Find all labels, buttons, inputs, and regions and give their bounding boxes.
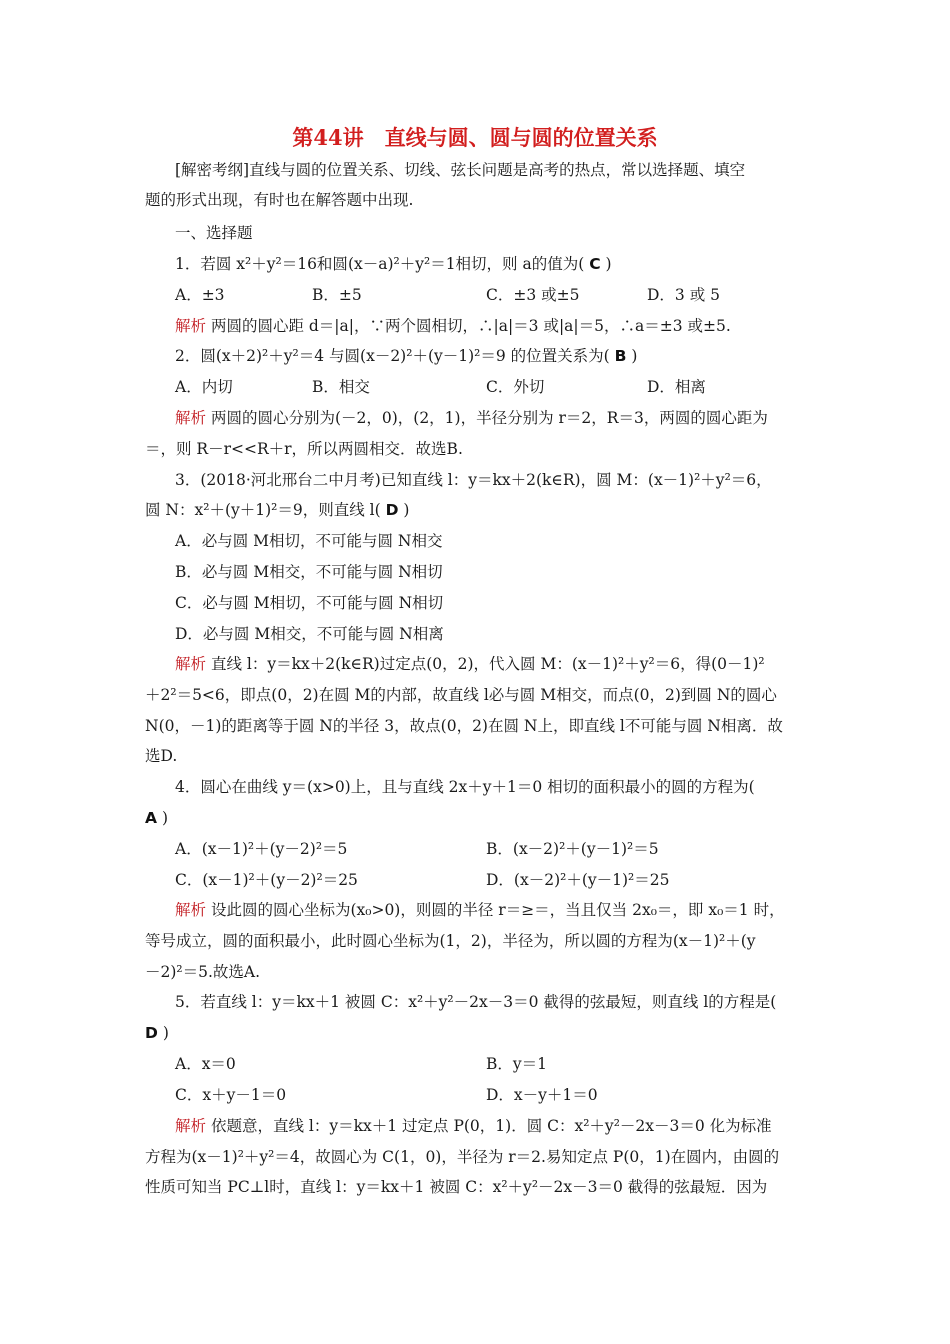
q5-stem-line-2	[145, 1023, 815, 1043]
q3-stem-line-2	[145, 500, 815, 520]
q2-answer: B	[614, 347, 627, 365]
q2-option-d: D．相离	[647, 378, 706, 396]
q5-answer: D	[145, 1024, 158, 1042]
q1-stem	[175, 254, 845, 274]
q2-option-c: C．外切	[486, 378, 545, 396]
q4-option-d: D．(x－2)²＋(y－1)²＝25	[486, 871, 670, 889]
q3-analysis-line-1	[175, 654, 845, 674]
q4-option-b: B．(x－2)²＋(y－1)²＝5	[486, 840, 659, 858]
q5-option-d: D．x－y＋1＝0	[486, 1086, 598, 1104]
q3-option-a: A．必与圆 M相切，不可能与圆 N相交	[175, 532, 443, 550]
q3-option-b: B．必与圆 M相交，不可能与圆 N相切	[175, 563, 443, 581]
analysis-label: 解析	[175, 901, 207, 919]
q3-analysis-line-2: ＋2²＝5<6，即点(0，2)在圆 M的内部，故直线 l必与圆 M相交，而点(0，2)到圆 N的圆心	[145, 686, 777, 704]
q4-stem-line-1: 4．圆心在曲线 y＝(x>0)上，且与直线 2x＋y＋1＝0 相切的面积最小的圆的方程为(	[175, 778, 755, 796]
q4-analysis-text-1: 设此圆的圆心坐标为(x₀>0)，则圆的半径 r＝≥＝，当且仅当 2x₀＝，即 x₀＝1 时，	[210, 901, 785, 919]
analysis-label: 解析	[175, 409, 207, 427]
q1-close: )	[605, 255, 612, 273]
q1-stem-text: 1．若圆 x²＋y²＝16和圆(x－a)²＋y²＝1相切，则 a的值为(	[175, 255, 585, 273]
q5-option-c: C．x＋y－1＝0	[175, 1086, 287, 1104]
q3-answer: D	[385, 501, 399, 519]
q4-stem-line-2	[145, 808, 815, 828]
q1-option-c: C．±3 或±5	[486, 286, 580, 304]
q5-option-b: B．y＝1	[486, 1055, 548, 1073]
q2-stem	[175, 346, 845, 366]
q4-answer: A	[145, 809, 157, 827]
section-heading: 一、选择题	[175, 224, 253, 242]
q2-stem-text: 2．圆(x＋2)²＋y²＝4 与圆(x－2)²＋(y－1)²＝9 的位置关系为(	[175, 347, 610, 365]
q5-analysis-line-2: 方程为(x－1)²＋y²＝4，故圆心为 C(1，0)，半径为 r＝2.易知定点 P(0，1)在圆内，由圆的	[145, 1148, 780, 1166]
q3-analysis-text-1: 直线 l：y＝kx＋2(k∈R)过定点(0，2)，代入圆 M：(x－1)²＋y²＝6，得(0－1)²	[210, 655, 765, 673]
q2-option-b: B．相交	[312, 378, 370, 396]
q2-analysis-line-1	[175, 408, 845, 428]
q3-analysis-line-3: N(0，－1)的距离等于圆 N的半径 3，故点(0，2)在圆 N上，即直线 l不可能与圆 N相离．故	[145, 717, 783, 735]
q1-answer: C	[589, 255, 601, 273]
q4-option-c: C．(x－1)²＋(y－2)²＝25	[175, 871, 358, 889]
q1-option-b: B．±5	[312, 286, 362, 304]
q5-analysis-text-1: 依题意，直线 l：y＝kx＋1 过定点 P(0，1)．圆 C：x²＋y²－2x－3＝0 化为标准	[210, 1117, 772, 1135]
q3-analysis-line-4: 选D.	[145, 747, 178, 765]
q3-stem-text: 圆 N：x²＋(y＋1)²＝9，则直线 l(	[145, 501, 381, 519]
analysis-label: 解析	[175, 317, 207, 335]
q4-close: )	[161, 809, 168, 827]
q5-close: )	[162, 1024, 169, 1042]
q4-analysis-line-3: －2)²＝5.故选A.	[145, 963, 261, 981]
page-title: 第44讲 直线与圆、圆与圆的位置关系	[292, 125, 658, 150]
q2-option-a: A．内切	[175, 378, 233, 396]
q1-option-a: A．±3	[175, 286, 225, 304]
q5-analysis-line-1	[175, 1116, 845, 1136]
q1-analysis	[175, 316, 845, 336]
q3-option-d: D．必与圆 M相交，不可能与圆 N相离	[175, 625, 444, 643]
q4-analysis-line-1	[175, 900, 845, 920]
q1-option-d: D．3 或 5	[647, 286, 721, 304]
q4-option-a: A．(x－1)²＋(y－2)²＝5	[175, 840, 348, 858]
intro-line-2: 题的形式出现，有时也在解答题中出现.	[145, 191, 414, 209]
q5-option-a: A．x＝0	[175, 1055, 236, 1073]
q5-analysis-line-3: 性质可知当 PC⊥l时，直线 l：y＝kx＋1 被圆 C：x²＋y²－2x－3＝0 截得的弦最短．因为	[145, 1178, 768, 1196]
analysis-label: 解析	[175, 655, 207, 673]
q3-close: )	[403, 501, 410, 519]
intro-line-1: [解密考纲]直线与圆的位置关系、切线、弦长问题是高考的热点，常以选择题、填空	[175, 161, 746, 179]
q3-option-c: C．必与圆 M相切，不可能与圆 N相切	[175, 594, 444, 612]
q3-stem-line-1: 3．(2018·河北邢台二中月考)已知直线 l：y＝kx＋2(k∈R)，圆 M：(x－1)²＋y²＝6，	[175, 471, 772, 489]
q1-analysis-text: 两圆的圆心距 d＝|a|，∵两个圆相切，∴|a|＝3 或|a|＝5，∴a＝±3 或±5.	[210, 317, 731, 335]
analysis-label: 解析	[175, 1117, 207, 1135]
q2-close: )	[631, 347, 638, 365]
q2-analysis-text-1: 两圆的圆心分别为(－2，0)，(2，1)，半径分别为 r＝2，R＝3，两圆的圆心距为	[210, 409, 768, 427]
q5-stem-line-1: 5．若直线 l：y＝kx＋1 被圆 C：x²＋y²－2x－3＝0 截得的弦最短，则直线 l的方程是(	[175, 993, 777, 1011]
q2-analysis-line-2: ＝，则 R－r<<R＋r，所以两圆相交．故选B.	[145, 440, 463, 458]
q4-analysis-line-2: 等号成立，圆的面积最小，此时圆心坐标为(1，2)，半径为，所以圆的方程为(x－1)²＋(y	[145, 932, 756, 950]
